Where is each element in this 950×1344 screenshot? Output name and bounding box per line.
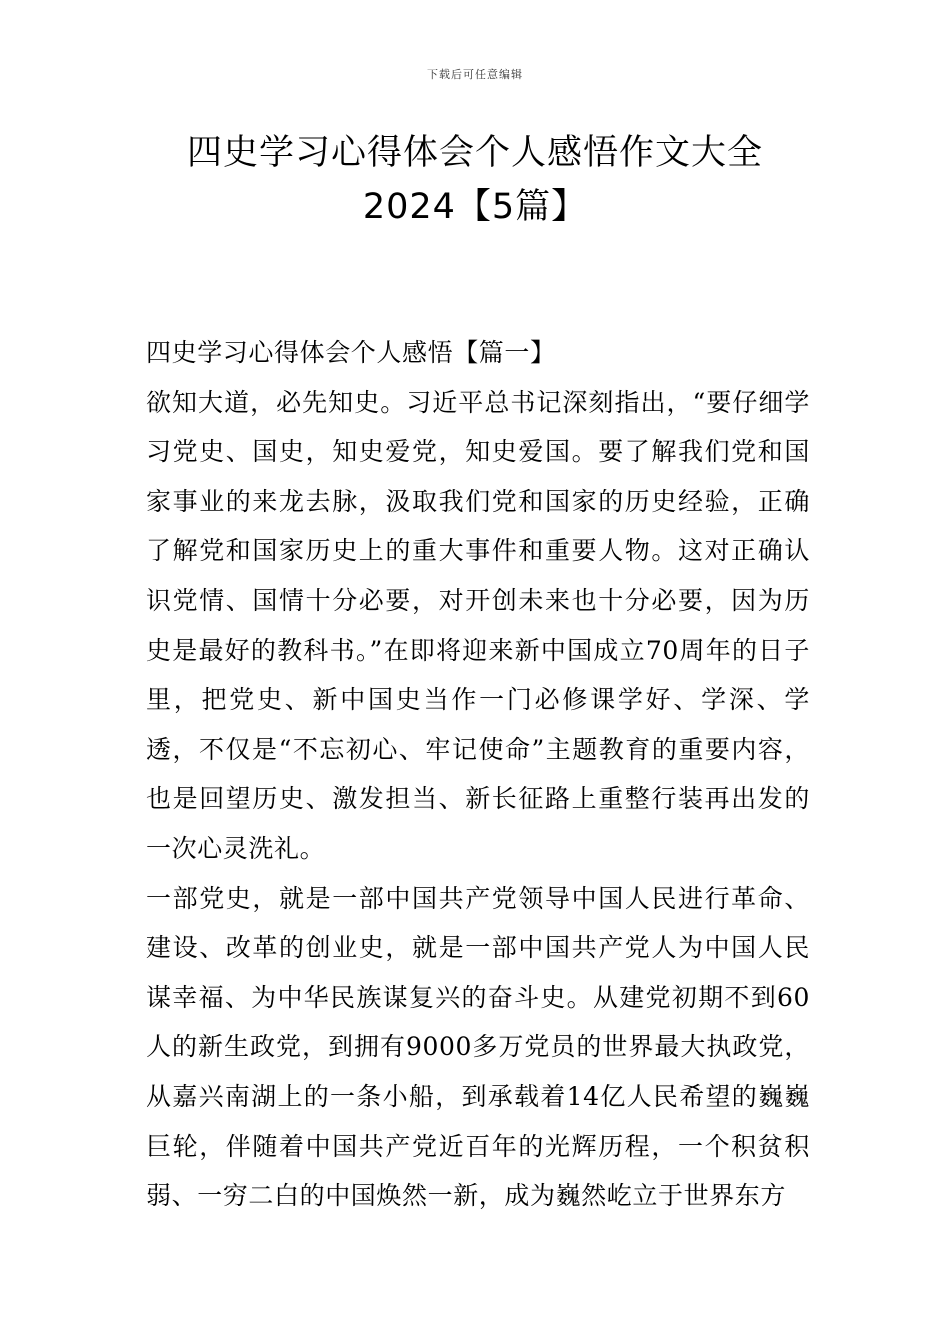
title-line-1: 四史学习心得体会个人感悟作文大全: [186, 133, 763, 173]
document-title: [0, 126, 950, 234]
document-body: [146, 328, 810, 1221]
header-note: 下载后可任意编辑: [427, 68, 523, 81]
paragraph-2: 一部党史，就是一部中国共产党领导中国人民进行革命、建设、改革的创业史，就是一部中国共产党人为中国人民谋幸福、为中华民族谋复兴的奋斗史。从建党初期不到60人的新生政党，到拥有9000多万党员的世界最大执政党，从嘉兴南湖上的一条小船，到承载着14亿人民希望的巍巍巨轮，伴随着中国共产党近百年的光辉历程，一个积贫积弱、一穷二白的中国焕然一新，成为巍然屹立于世界东方: [146, 883, 810, 1211]
paragraph-1: 欲知大道，必先知史。习近平总书记深刻指出，“要仔细学习党史、国史，知史爱党，知史爱国。要了解我们党和国家事业的来龙去脉，汲取我们党和国家的历史经验，正确了解党和国家历史上的重大事件和重要人物。这对正确认识党情、国情十分必要，对开创未来也十分必要，因为历史是最好的教科书。”在即将迎来新中国成立70周年的日子里，把党史、新中国史当作一门必修课学好、学深、学透，不仅是“不忘初心、牢记使命”主题教育的重要内容，也是回望历史、激发担当、新长征路上重整行装再出发的一次心灵洗礼。: [146, 387, 810, 863]
title-line-2: 2024【5篇】: [362, 187, 588, 227]
section-heading: 四史学习心得体会个人感悟【篇一】: [146, 338, 556, 367]
